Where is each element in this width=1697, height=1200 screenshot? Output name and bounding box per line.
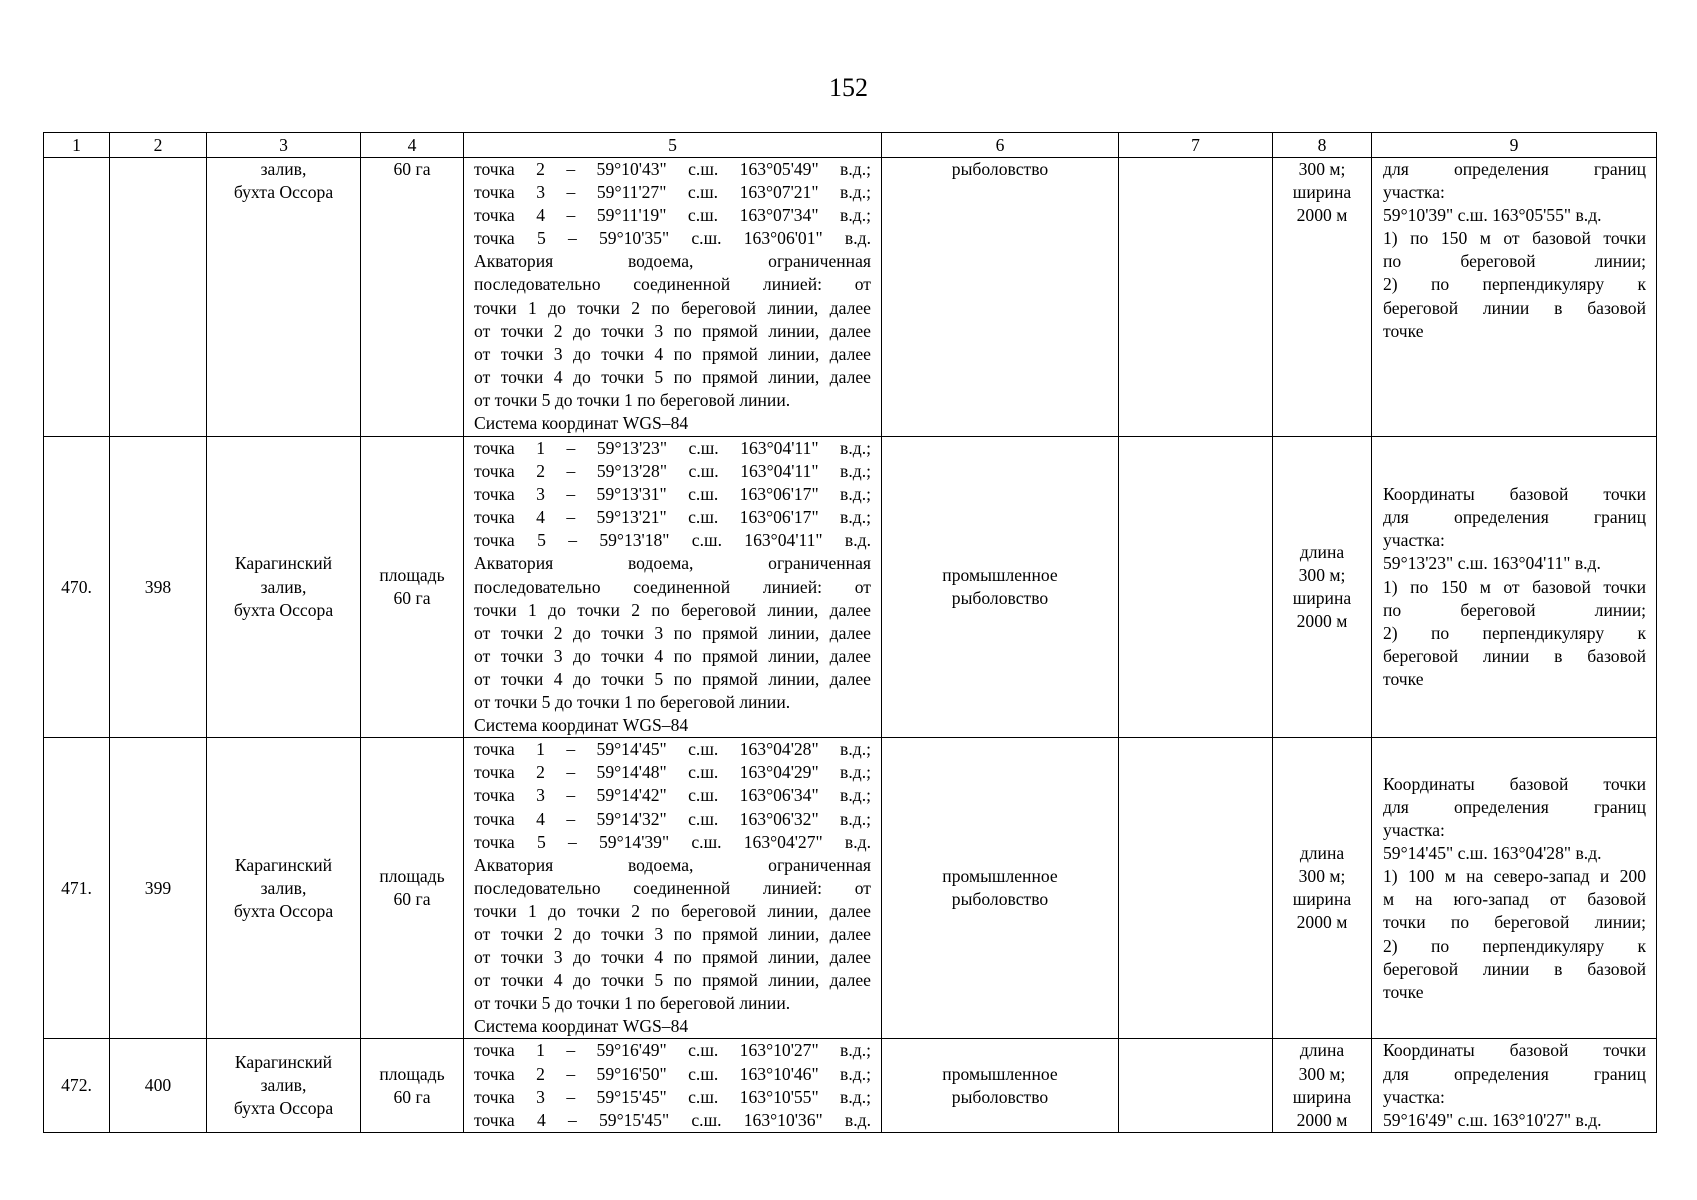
size-line: 2000 м	[1296, 611, 1348, 632]
empty-cell	[1119, 158, 1273, 437]
site-code-cell	[110, 158, 207, 437]
empty-cell	[1119, 1039, 1273, 1132]
purpose-line: промышленное	[942, 866, 1058, 887]
notes-cell	[1372, 738, 1657, 1039]
row-number-cell	[44, 738, 110, 1039]
description-line: от точки 2 до точки 3 по прямой линии, далее	[474, 320, 871, 341]
site-code: 399	[144, 877, 172, 898]
notes-line: по береговой линии;	[1383, 251, 1646, 272]
description-line: от точки 3 до точки 4 по прямой линии, далее	[474, 343, 871, 364]
notes-line: 1) 100 м на северо-запад и 200	[1383, 866, 1646, 887]
location-line: залив,	[260, 159, 307, 179]
coordinate-line: точка 2 – 59°13'28" с.ш. 163°04'11" в.д.;	[474, 461, 871, 482]
coordinate-line: точка 1 – 59°14'45" с.ш. 163°04'28" в.д.;	[474, 739, 871, 760]
table-row	[44, 437, 1657, 738]
notes-line: участка:	[1383, 530, 1445, 551]
notes-line: точки по береговой линии;	[1383, 912, 1646, 933]
location-line: Карагинский	[234, 854, 333, 875]
location-cell	[207, 158, 361, 437]
coordinate-line: точка 1 – 59°16'49" с.ш. 163°10'27" в.д.;	[474, 1040, 871, 1061]
coordinate-line: точка 4 – 59°13'21" с.ш. 163°06'17" в.д.;	[474, 507, 871, 528]
purpose-line: рыболовство	[951, 588, 1049, 609]
notes-line: Координаты базовой точки	[1383, 1040, 1646, 1061]
coordinate-system: Система координат WGS–84	[474, 715, 689, 736]
area-cell	[361, 1039, 464, 1132]
notes-line: 2) по перпендикуляру к	[1383, 622, 1646, 643]
coordinate-line: точка 1 – 59°13'23" с.ш. 163°04'11" в.д.;	[474, 438, 871, 458]
notes-line: береговой линии в базовой	[1383, 958, 1646, 979]
area-cell	[361, 437, 464, 738]
column-header: 5	[464, 133, 882, 158]
row-number: 470.	[61, 576, 92, 597]
coordinate-line: точка 3 – 59°14'42" с.ш. 163°06'34" в.д.;	[474, 785, 871, 806]
description-line: Акватория водоема, ограниченная	[474, 251, 871, 272]
size-line: ширина	[1292, 588, 1352, 609]
column-header: 3	[207, 133, 361, 158]
boundary-cell	[464, 437, 882, 738]
coordinate-system: Система координат WGS–84	[474, 1016, 689, 1037]
coordinate-line: точка 4 – 59°11'19" с.ш. 163°07'34" в.д.;	[474, 205, 871, 226]
notes-line: точке	[1383, 320, 1424, 341]
description-line: точки 1 до точки 2 по береговой линии, далее	[474, 297, 871, 318]
coordinate-line: точка 4 – 59°14'32" с.ш. 163°06'32" в.д.;	[474, 808, 871, 829]
size-line: 300 м;	[1298, 1063, 1346, 1084]
table-row	[44, 1039, 1657, 1132]
description-line: от точки 3 до точки 4 по прямой линии, далее	[474, 947, 871, 968]
notes-line: 2) по перпендикуляру к	[1383, 935, 1646, 956]
site-code: 398	[144, 576, 172, 597]
coordinate-line: точка 2 – 59°16'50" с.ш. 163°10'46" в.д.;	[474, 1063, 871, 1084]
notes-cell	[1372, 437, 1657, 738]
purpose-line: рыболовство	[951, 889, 1049, 910]
size-line: длина	[1299, 1040, 1345, 1061]
description-line: последовательно соединенной линией: от	[474, 576, 871, 597]
notes-line: береговой линии в базовой	[1383, 297, 1646, 318]
page-number: 152	[829, 73, 868, 102]
notes-line: участка:	[1383, 1086, 1445, 1107]
size-line: ширина	[1292, 889, 1352, 910]
column-header: 1	[44, 133, 110, 158]
description-line: последовательно соединенной линией: от	[474, 274, 871, 295]
purpose-line: промышленное	[942, 565, 1058, 586]
row-number-cell	[44, 158, 110, 437]
site-code-cell	[110, 738, 207, 1039]
notes-line: 2) по перпендикуляру к	[1383, 274, 1646, 295]
column-header: 2	[110, 133, 207, 158]
purpose-cell	[882, 738, 1119, 1039]
notes-line: 59°14'45" с.ш. 163°04'28" в.д.	[1383, 843, 1602, 864]
notes-line: участка:	[1383, 182, 1445, 203]
purpose-cell	[882, 437, 1119, 738]
site-code: 400	[144, 1075, 172, 1096]
description-line: от точки 2 до точки 3 по прямой линии, далее	[474, 923, 871, 944]
size-line: 300 м;	[1298, 866, 1346, 887]
notes-line: точке	[1383, 668, 1424, 689]
column-header: 8	[1273, 133, 1372, 158]
location-line: залив,	[260, 1075, 307, 1096]
notes-line: 59°16'49" с.ш. 163°10'27" в.д.	[1383, 1109, 1602, 1130]
description-line: точки 1 до точки 2 по береговой линии, далее	[474, 599, 871, 620]
purpose-line: рыболовство	[951, 159, 1049, 179]
notes-cell	[1372, 158, 1657, 437]
coordinate-line: точка 5 – 59°14'39" с.ш. 163°04'27" в.д.	[474, 831, 871, 852]
size-line: длина	[1299, 843, 1345, 864]
location-line: Карагинский	[234, 553, 333, 574]
boundary-cell	[464, 1039, 882, 1132]
description-line: точки 1 до точки 2 по береговой линии, далее	[474, 900, 871, 921]
notes-cell	[1372, 1039, 1657, 1132]
location-line: залив,	[260, 877, 307, 898]
size-cell	[1273, 1039, 1372, 1132]
area-line: 60 га	[393, 889, 431, 910]
description-line: от точки 5 до точки 1 по береговой линии.	[474, 389, 791, 410]
row-number-cell	[44, 437, 110, 738]
notes-line: для определения границ	[1383, 796, 1646, 817]
notes-line: Координаты базовой точки	[1383, 773, 1646, 794]
notes-line: 1) по 150 м от базовой точки	[1383, 576, 1646, 597]
row-number: 471.	[61, 877, 92, 898]
coordinate-system: Система координат WGS–84	[474, 413, 689, 434]
location-line: бухта Оссора	[233, 900, 334, 921]
notes-line: 59°10'39" с.ш. 163°05'55" в.д.	[1383, 205, 1602, 226]
table-body	[44, 158, 1657, 1133]
coordinate-line: точка 4 – 59°15'45" с.ш. 163°10'36" в.д.	[474, 1109, 871, 1130]
coordinate-line: точка 3 – 59°15'45" с.ш. 163°10'55" в.д.;	[474, 1086, 871, 1107]
column-header: 9	[1372, 133, 1657, 158]
notes-line: участка:	[1383, 820, 1445, 841]
notes-line: точке	[1383, 981, 1424, 1002]
notes-line: по береговой линии;	[1383, 599, 1646, 620]
coordinate-line: точка 5 – 59°13'18" с.ш. 163°04'11" в.д.	[474, 530, 871, 551]
coordinate-line: точка 2 – 59°10'43" с.ш. 163°05'49" в.д.;	[474, 159, 871, 179]
location-cell	[207, 738, 361, 1039]
row-number: 472.	[61, 1075, 92, 1096]
size-cell	[1273, 738, 1372, 1039]
notes-line: для определения границ	[1383, 1063, 1646, 1084]
description-line: от точки 5 до точки 1 по береговой линии.	[474, 993, 791, 1014]
size-line: 2000 м	[1296, 912, 1348, 933]
description-line: Акватория водоема, ограниченная	[474, 553, 871, 574]
coordinate-line: точка 2 – 59°14'48" с.ш. 163°04'29" в.д.;	[474, 762, 871, 783]
column-header: 4	[361, 133, 464, 158]
column-header: 6	[882, 133, 1119, 158]
coordinate-line: точка 3 – 59°13'31" с.ш. 163°06'17" в.д.;	[474, 484, 871, 505]
description-line: от точки 4 до точки 5 по прямой линии, далее	[474, 668, 871, 689]
description-line: от точки 4 до точки 5 по прямой линии, далее	[474, 970, 871, 991]
column-number-row	[44, 133, 1657, 158]
description-line: от точки 2 до точки 3 по прямой линии, далее	[474, 622, 871, 643]
size-line: 2000 м	[1296, 205, 1348, 226]
size-line: ширина	[1292, 1086, 1352, 1107]
table-row	[44, 158, 1657, 437]
location-line: бухта Оссора	[233, 182, 334, 203]
size-line: 300 м;	[1298, 565, 1346, 586]
empty-cell	[1119, 738, 1273, 1039]
coordinate-line: точка 5 – 59°10'35" с.ш. 163°06'01" в.д.	[474, 228, 871, 249]
area-line: 60 га	[393, 159, 431, 179]
location-cell	[207, 1039, 361, 1132]
registry-table	[43, 132, 1657, 1133]
location-line: бухта Оссора	[233, 1098, 334, 1119]
site-code-cell	[110, 1039, 207, 1132]
area-line: 60 га	[393, 588, 431, 609]
location-line: Карагинский	[234, 1051, 333, 1072]
size-line: длина	[1299, 541, 1345, 562]
notes-line: 59°13'23" с.ш. 163°04'11" в.д.	[1383, 553, 1601, 574]
notes-line: 1) по 150 м от базовой точки	[1383, 228, 1646, 249]
table-row	[44, 738, 1657, 1039]
area-line: площадь	[379, 1063, 445, 1084]
size-line: ширина	[1292, 182, 1352, 203]
notes-line: для определения границ	[1383, 507, 1646, 528]
empty-cell	[1119, 437, 1273, 738]
size-line: 2000 м	[1296, 1109, 1348, 1130]
area-line: 60 га	[393, 1086, 431, 1107]
column-header: 7	[1119, 133, 1273, 158]
area-line: площадь	[379, 866, 445, 887]
description-line: от точки 4 до точки 5 по прямой линии, далее	[474, 366, 871, 387]
size-line: 300 м;	[1298, 159, 1346, 179]
purpose-line: промышленное	[942, 1063, 1058, 1084]
location-line: залив,	[260, 576, 307, 597]
size-cell	[1273, 437, 1372, 738]
row-number-cell	[44, 1039, 110, 1132]
notes-line: для определения границ	[1383, 159, 1646, 179]
description-line: от точки 3 до точки 4 по прямой линии, далее	[474, 645, 871, 666]
boundary-cell	[464, 738, 882, 1039]
description-line: последовательно соединенной линией: от	[474, 877, 871, 898]
site-code-cell	[110, 437, 207, 738]
notes-line: Координаты базовой точки	[1383, 484, 1646, 505]
boundary-cell	[464, 158, 882, 437]
purpose-cell	[882, 158, 1119, 437]
location-line: бухта Оссора	[233, 599, 334, 620]
notes-line: береговой линии в базовой	[1383, 645, 1646, 666]
coordinate-line: точка 3 – 59°11'27" с.ш. 163°07'21" в.д.;	[474, 182, 871, 203]
purpose-cell	[882, 1039, 1119, 1132]
description-line: Акватория водоема, ограниченная	[474, 854, 871, 875]
area-line: площадь	[379, 565, 445, 586]
area-cell	[361, 158, 464, 437]
description-line: от точки 5 до точки 1 по береговой линии.	[474, 692, 791, 713]
area-cell	[361, 738, 464, 1039]
purpose-line: рыболовство	[951, 1086, 1049, 1107]
size-cell	[1273, 158, 1372, 437]
location-cell	[207, 437, 361, 738]
notes-line: м на юго-запад от базовой	[1383, 889, 1646, 910]
